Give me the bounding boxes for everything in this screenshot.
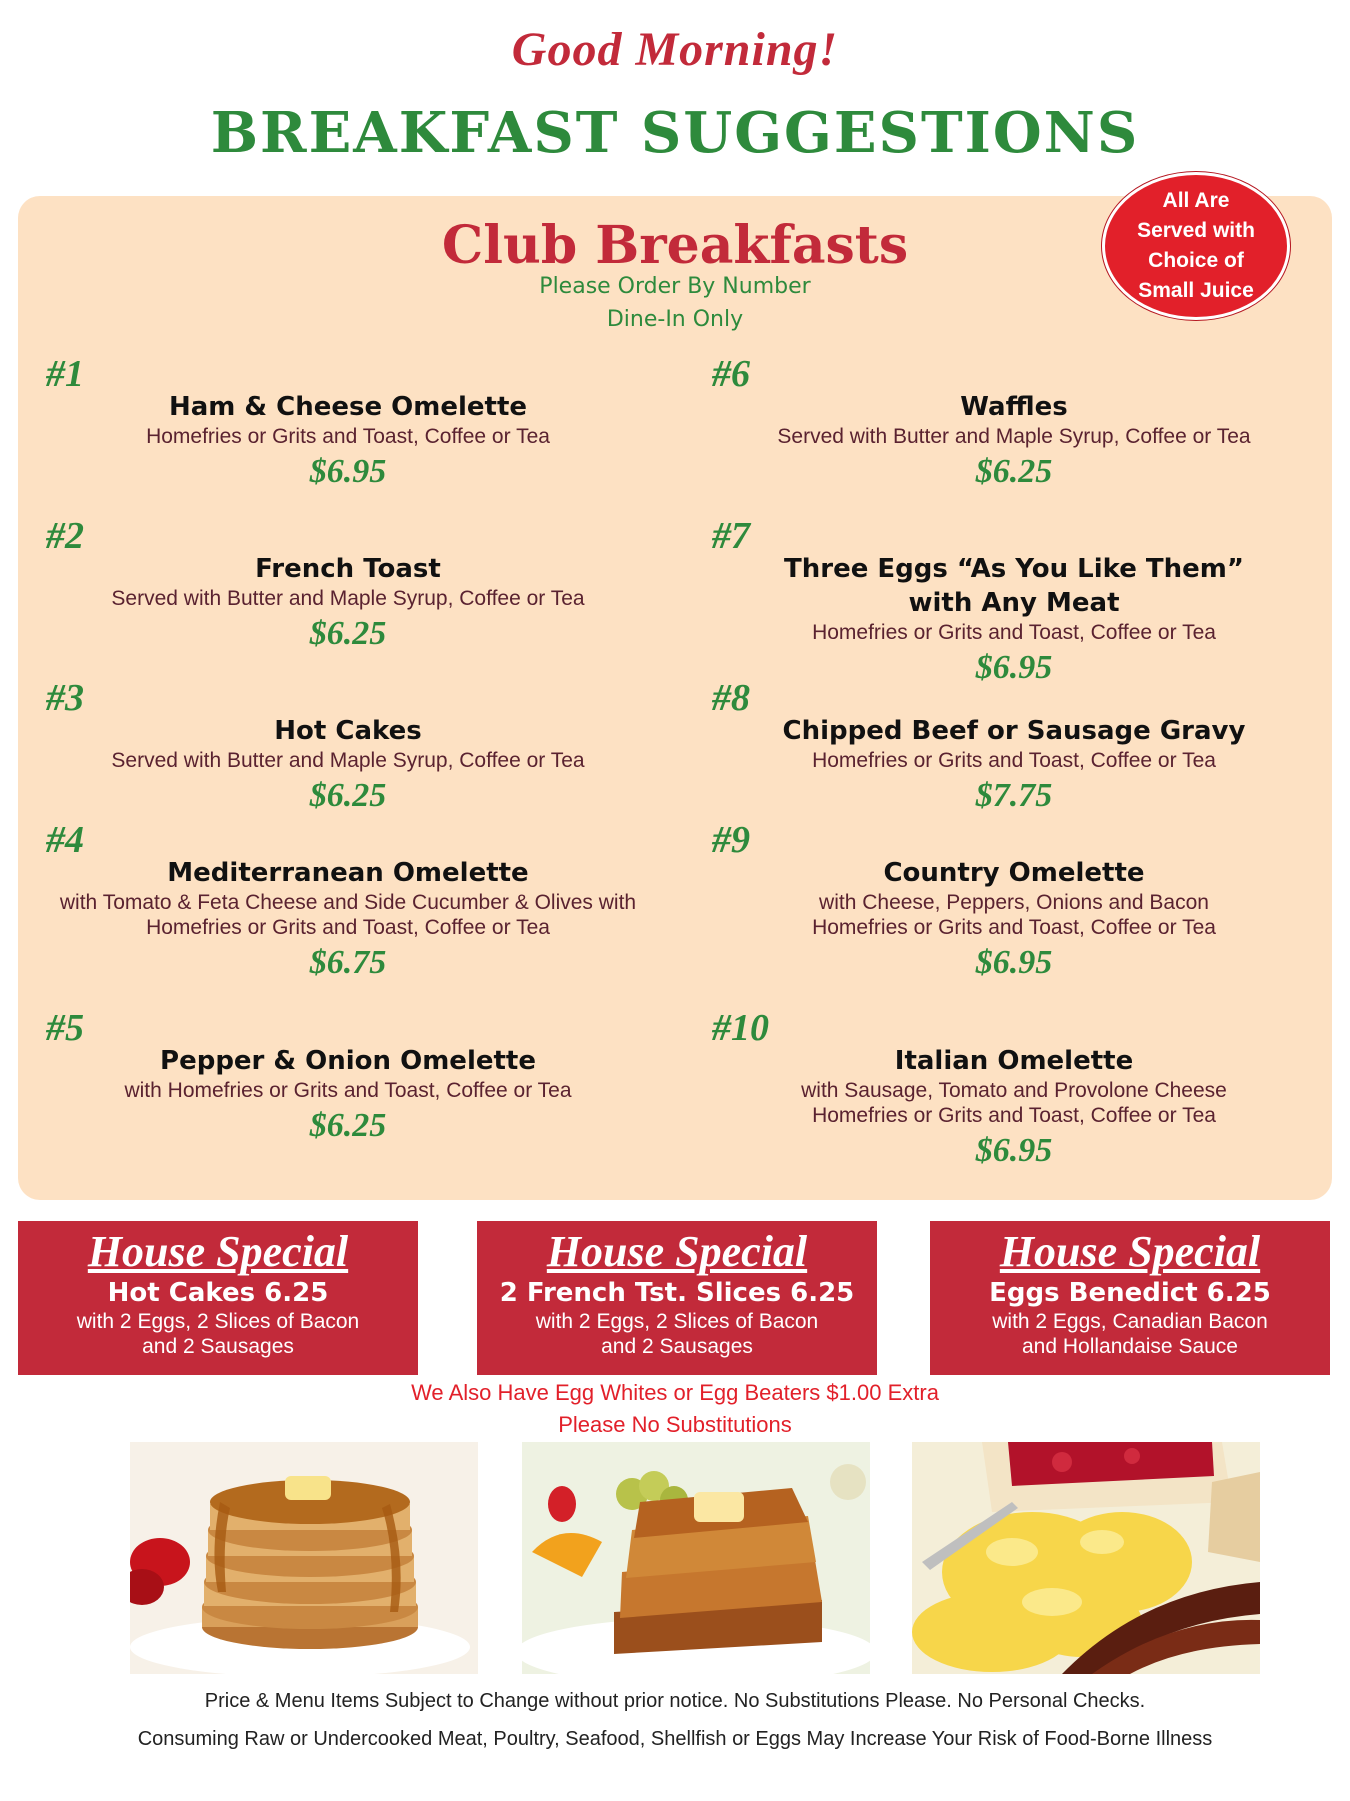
item-description: with Homefries or Grits and Toast, Coffee or Tea: [124, 1079, 572, 1102]
special-item: Eggs Benedict 6.25: [989, 1278, 1271, 1308]
item-description: Homefries or Grits and Toast, Coffee or Tea: [812, 749, 1216, 772]
juice-badge: All Are Served with Choice of Small Juice: [1102, 172, 1290, 320]
item-name: Italian Omelette: [894, 1046, 1134, 1076]
egg-whites-note: We Also Have Egg Whites or Egg Beaters $1.00 Extra: [411, 1380, 939, 1405]
item-name: Pepper & Onion Omelette: [160, 1046, 536, 1076]
pancakes-photo: [130, 1442, 478, 1674]
item-price: $6.95: [975, 944, 1053, 981]
item-name: Waffles: [960, 392, 1068, 422]
greeting-heading: Good Morning!: [511, 23, 839, 76]
item-price: $6.25: [309, 777, 387, 814]
item-number: #6: [712, 353, 750, 395]
special-item: 2 French Tst. Slices 6.25: [499, 1278, 855, 1308]
menu-item: [704, 1044, 1324, 1174]
item-price: $6.25: [309, 1107, 387, 1144]
scrambled-eggs-photo: [912, 1442, 1260, 1674]
item-price: $6.25: [309, 615, 387, 652]
menu-item: [38, 1044, 658, 1149]
item-name: Ham & Cheese Omelette: [168, 392, 528, 422]
menu-item: [704, 552, 1324, 691]
special-heading: House Special: [87, 1227, 349, 1276]
item-name: Chipped Beef or Sausage Gravy: [782, 716, 1246, 746]
item-number: #10: [712, 1007, 769, 1049]
item-price: $7.75: [975, 777, 1053, 814]
special-heading: House Special: [999, 1227, 1261, 1276]
special-description: with 2 Eggs, 2 Slices of Bacon and 2 Sausages: [76, 1310, 360, 1358]
item-number: #5: [46, 1007, 84, 1049]
special-description: with 2 Eggs, Canadian Bacon and Hollandaise Sauce: [992, 1310, 1268, 1358]
item-description: with Tomato & Feta Cheese and Side Cucumber & Olives with Homefries or Grits and Toast, Coffee or Tea: [59, 891, 637, 939]
item-number: #8: [712, 677, 750, 719]
house-special-hot-cakes: [18, 1221, 418, 1375]
special-heading: House Special: [546, 1227, 808, 1276]
menu-item: [38, 714, 658, 819]
item-number: #3: [46, 677, 84, 719]
section-title: Club Breakfasts: [441, 215, 909, 276]
order-by-number-note: Please Order By Number: [539, 274, 811, 299]
special-item: Hot Cakes 6.25: [107, 1278, 329, 1308]
item-price: $6.95: [975, 649, 1053, 686]
item-description: Homefries or Grits and Toast, Coffee or Tea: [812, 621, 1216, 644]
no-substitutions-note: Please No Substitutions: [558, 1412, 792, 1437]
item-price: $6.95: [309, 453, 387, 490]
menu-item: [704, 714, 1324, 819]
item-name: French Toast: [255, 554, 441, 584]
item-number: #9: [712, 819, 750, 861]
item-price: $6.95: [975, 1132, 1053, 1169]
item-number: #7: [712, 515, 750, 557]
item-description: with Sausage, Tomato and Provolone Cheese Homefries or Grits and Toast, Coffee or Tea: [801, 1079, 1227, 1127]
item-description: Served with Butter and Maple Syrup, Coffee or Tea: [777, 425, 1251, 448]
menu-item: [38, 390, 658, 495]
item-name: Hot Cakes: [274, 716, 422, 746]
item-number: #2: [46, 515, 84, 557]
house-special-french-toast: [477, 1221, 877, 1375]
item-number: #4: [46, 819, 84, 861]
item-price: $6.25: [975, 453, 1053, 490]
house-special-eggs-benedict: [930, 1221, 1330, 1375]
item-description: Served with Butter and Maple Syrup, Coffee or Tea: [111, 587, 585, 610]
item-description: Served with Butter and Maple Syrup, Coffee or Tea: [111, 749, 585, 772]
food-safety-disclaimer: Consuming Raw or Undercooked Meat, Poultry, Seafood, Shellfish or Eggs May Increase Your Risk of Food-Borne Illness: [137, 1728, 1213, 1750]
menu-item: [38, 856, 658, 986]
special-description: with 2 Eggs, 2 Slices of Bacon and 2 Sausages: [535, 1310, 819, 1358]
menu-item: [704, 390, 1324, 495]
menu-item: [38, 552, 658, 657]
item-name: Three Eggs “As You Like Them” with Any Meat: [784, 554, 1244, 618]
menu-item: [704, 856, 1324, 986]
item-number: #1: [46, 353, 84, 395]
page-title: BREAKFAST SUGGESTIONS: [210, 100, 1140, 166]
item-description: Homefries or Grits and Toast, Coffee or Tea: [146, 425, 550, 448]
item-price: $6.75: [309, 944, 387, 981]
dine-in-note: Dine-In Only: [606, 307, 744, 332]
french-toast-photo: [522, 1442, 870, 1674]
item-description: with Cheese, Peppers, Onions and Bacon Homefries or Grits and Toast, Coffee or Tea: [812, 891, 1216, 939]
price-disclaimer: Price & Menu Items Subject to Change without prior notice. No Substitutions Please. No Personal Checks.: [204, 1690, 1146, 1712]
item-name: Country Omelette: [883, 858, 1145, 888]
item-name: Mediterranean Omelette: [167, 858, 529, 888]
